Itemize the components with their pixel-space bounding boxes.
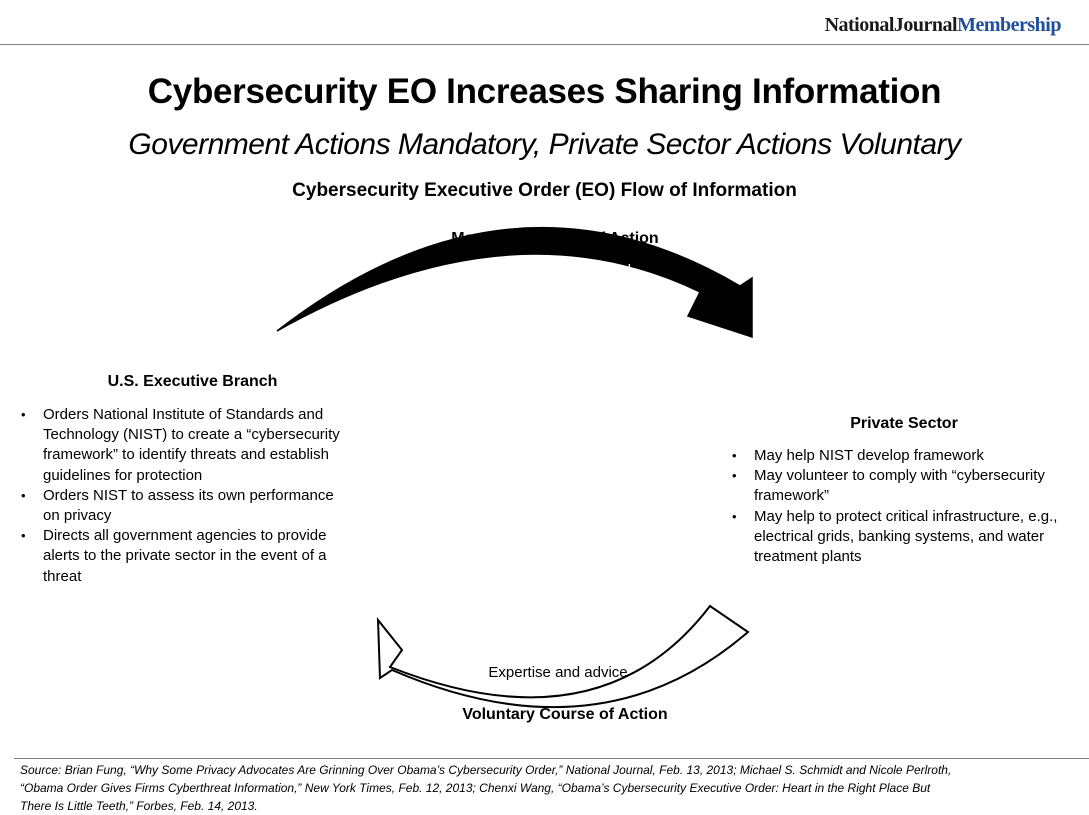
executive-item-3 bbox=[43, 526, 393, 587]
executive-item-1 bbox=[43, 405, 393, 486]
executive-item-3-line-2: alerts to the private sector in the event of a bbox=[43, 547, 327, 565]
executive-item-1-line-4: guidelines for protection bbox=[43, 466, 203, 484]
private-item-2-line-1: • May volunteer to comply with “cybersecurity bbox=[754, 467, 1045, 485]
top-arrow-text-line-2: detected threats bbox=[500, 282, 608, 299]
executive-item-3-line-1: • Directs all government agencies to provide bbox=[43, 527, 327, 545]
top-arrow-text-line-1: Recommendations and bbox=[476, 262, 632, 279]
executive-item-3-line-3: threat bbox=[43, 567, 82, 585]
source-line-3: There Is Little Teeth,” Forbes, Feb. 14, 2013. bbox=[20, 799, 258, 813]
private-sector-list bbox=[732, 446, 1089, 567]
source-citation bbox=[20, 761, 1070, 815]
private-item-2-line-2: framework” bbox=[754, 487, 830, 505]
executive-item-2-line-2: on privacy bbox=[43, 507, 112, 525]
private-item-2 bbox=[754, 466, 1089, 506]
page-subtitle: Government Actions Mandatory, Private Sector Actions Voluntary bbox=[128, 128, 961, 161]
flow-heading: Cybersecurity Executive Order (EO) Flow of Information bbox=[292, 180, 797, 201]
top-arrow-text bbox=[440, 261, 668, 301]
executive-branch-heading: U.S. Executive Branch bbox=[107, 373, 278, 390]
executive-item-1-line-3: framework” to identify threats and establish bbox=[43, 446, 329, 464]
private-item-3 bbox=[754, 507, 1089, 568]
private-item-3-line-2: electrical grids, banking systems, and water bbox=[754, 527, 1045, 545]
executive-item-2 bbox=[43, 486, 393, 526]
executive-item-2-line-1: • Orders NIST to assess its own performance bbox=[43, 486, 334, 504]
private-item-3-line-3: treatment plants bbox=[754, 548, 862, 566]
brand-part-2: Membership bbox=[957, 14, 1061, 36]
executive-item-1-line-2: Technology (NIST) to create a “cybersecurity bbox=[43, 426, 340, 444]
bottom-curved-arrow bbox=[378, 606, 748, 707]
bottom-arrow-text: Expertise and advice bbox=[488, 664, 628, 681]
voluntary-course-label: Voluntary Course of Action bbox=[462, 706, 668, 723]
mandated-course-label: Mandated Course of Action bbox=[451, 230, 659, 247]
bottom-divider bbox=[14, 758, 1089, 759]
source-line-1: Source: Brian Fung, “Why Some Privacy Advocates Are Grinning Over Obama’s Cybersecurity Order,” National Journal, Feb. 13, 2013; Michael S. Schmidt and Nicole Perlroth, bbox=[20, 763, 952, 777]
private-item-3-line-1: • May help to protect critical infrastructure, e.g., bbox=[754, 507, 1058, 525]
private-item-1 bbox=[754, 446, 1089, 466]
private-sector-heading: Private Sector bbox=[850, 415, 958, 432]
brand-part-1: NationalJournal bbox=[824, 14, 958, 36]
page-title: Cybersecurity EO Increases Sharing Information bbox=[147, 72, 942, 111]
executive-branch-list bbox=[21, 405, 393, 587]
executive-item-1-line-1: • Orders National Institute of Standards and bbox=[43, 406, 324, 423]
private-item-1-line-1: • May help NIST develop framework bbox=[754, 447, 984, 464]
source-line-2: “Obama Order Gives Firms Cyberthreat Information,” New York Times, Feb. 12, 2013; Chenxi Wang, “Obama’s Cybersecurity Executive Order: Heart in the Right Place But bbox=[20, 781, 931, 795]
